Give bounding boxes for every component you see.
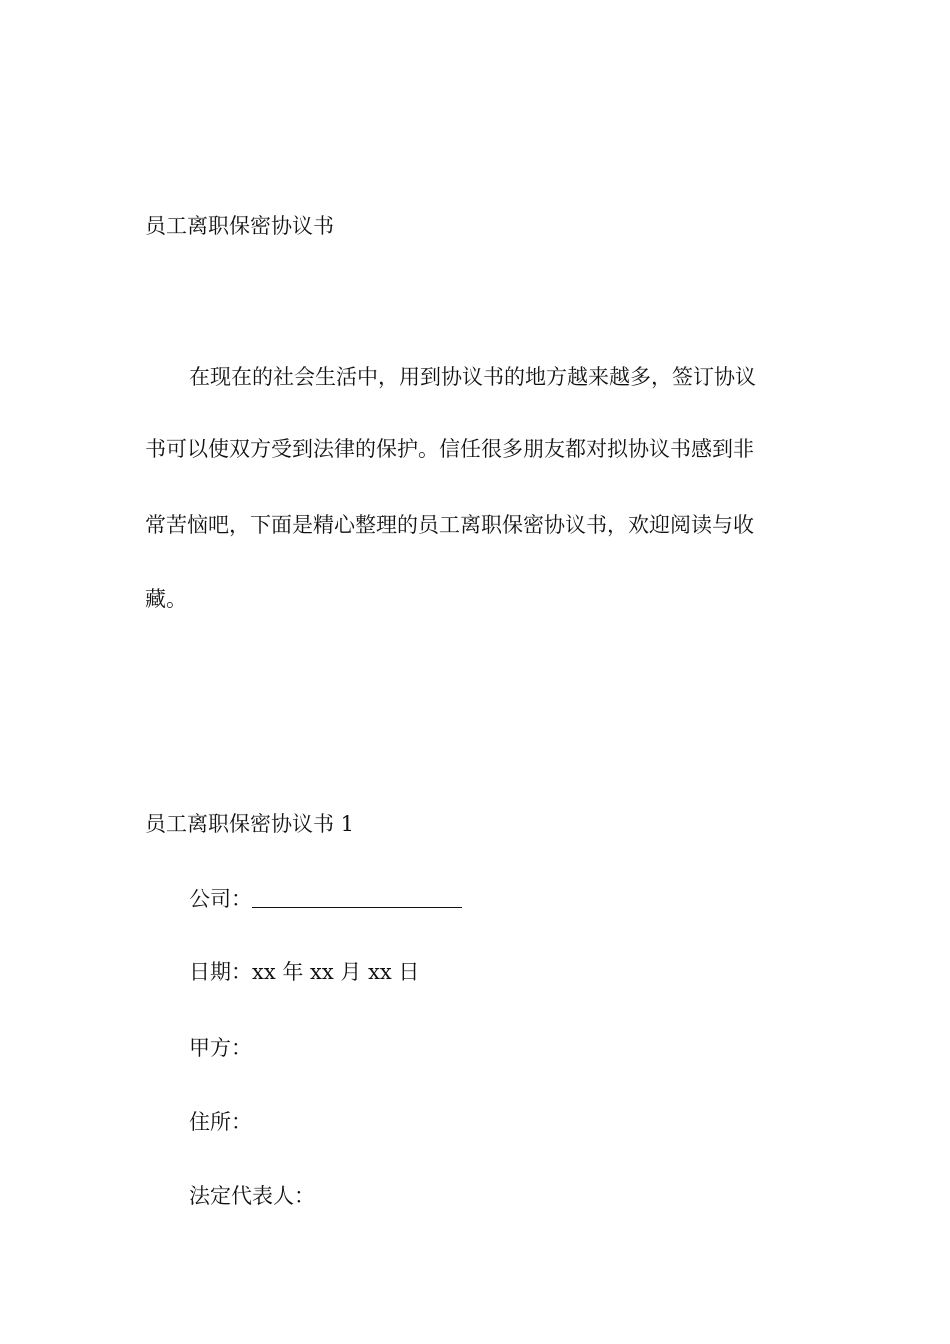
intro-line-1: 在现在的社会生活中，用到协议书的地方越来越多，签订协议: [189, 365, 756, 389]
company-blank-line: [252, 887, 462, 908]
intro-line-4: 藏。: [145, 587, 187, 611]
address-label: 住所：: [189, 1110, 252, 1134]
company-field: [189, 885, 462, 913]
company-label: 公司：: [189, 887, 252, 911]
intro-line-2: 书可以使双方受到法律的保护。信任很多朋友都对拟协议书感到非: [145, 437, 754, 461]
section-title: 员工离职保密协议书 1: [145, 812, 355, 836]
date-line: 日期：xx 年 xx 月 xx 日: [189, 960, 420, 984]
party-a-label: 甲方：: [189, 1036, 252, 1060]
intro-line-3: 常苦恼吧，下面是精心整理的员工离职保密协议书，欢迎阅读与收: [145, 513, 754, 537]
document-heading: 员工离职保密协议书: [145, 214, 334, 238]
legal-representative-label: 法定代表人：: [189, 1184, 315, 1208]
